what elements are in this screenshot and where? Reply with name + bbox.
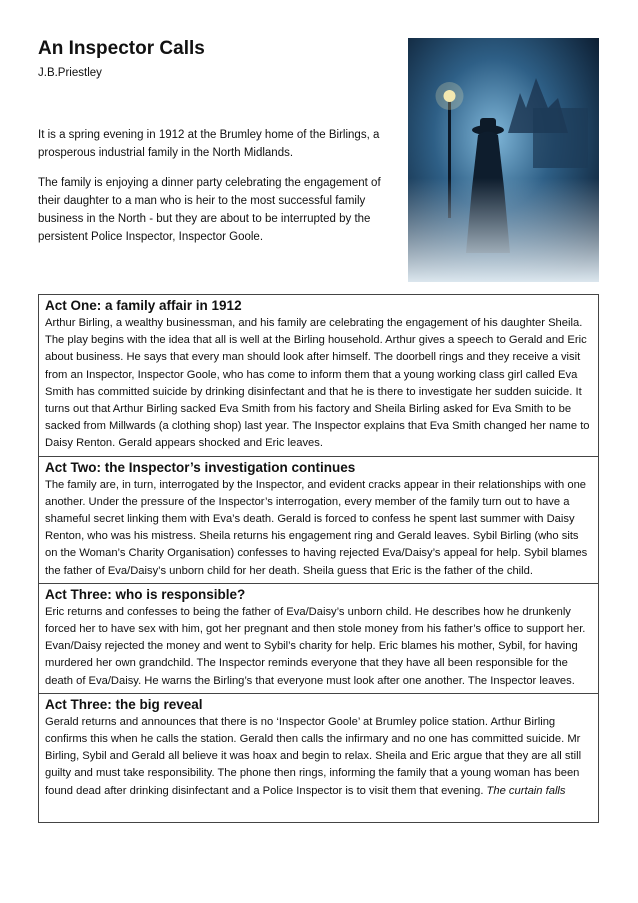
acts-table	[38, 294, 599, 823]
act-cell	[38, 457, 599, 584]
inspector-cover-image	[408, 38, 599, 282]
intro-section	[38, 126, 400, 258]
act-title: Act Three: who is responsible?	[45, 586, 246, 602]
act-summary: Eric returns and confesses to being the father of Eva/Daisy’s unborn child. He describes how he drunkenly forced her to have sex with him, got her pregnant and then stole money from his father’s office to support her. Evan/Daisy rejected the money and went to Sybil’s charity for help. Eric blames his mother, Sybil, for having murdered her own grandchild. The Inspector reminds everyone that they have all been responsible for the death of Eva/Daisy. He warns the Birling’s that everyone must look after one another. The Inspector leaves.	[45, 605, 586, 687]
act-summary: Arthur Birling, a wealthy businessman, and his family are celebrating the engagement of his daughter Sheila. The play begins with the idea that all is well at the Birling household. Arthur gives a speech to Gerald and Eric about business. He says that every man should look after himself. The doorbell rings and they receive a visit from an Inspector, Inspector Goole, who has come to inform them that a young working class girl called Eva Smith has committed suicide by drinking disinfectant and that he is there to investigate her sudden suicide. It turns out that Arthur Birling sacked Eva Smith from his factory and Sheila Birling asked for Eva Smith to be sacked from Millwards (a clothing shop) last year. The Inspector explains that Eva Smith changed her name to Daisy Renton. Gerald appears shocked and Eric leaves.	[45, 317, 590, 450]
act-cell	[38, 294, 599, 457]
act-title: Act One: a family affair in 1912	[45, 298, 242, 313]
intro-paragraph: It is a spring evening in 1912 at the Brumley home of the Birlings, a prosperous industrial family in the North Midlands.	[38, 129, 380, 159]
intro-paragraph: The family is enjoying a dinner party celebrating the engagement of their daughter to a man who is heir to the most successful family business in the North - but they are about to be interrupted by the persistent Police Inspector, Inspector Goole.	[38, 177, 381, 243]
curtain-line: The curtain falls	[486, 784, 566, 797]
act-cell	[38, 694, 599, 823]
act-cell	[38, 584, 599, 694]
act-summary: The family are, in turn, interrogated by the Inspector, and evident cracks appear in their relationships with one another. Under the pressure of the Inspector’s interrogation, every member of the family turn out to have a shameful secret linking them with Eva’s death. Gerald is forced to confess he spent last summer with Daisy Renton, who was his mistress. Sheila returns his engagement ring and Gerald leaves. Sybil Birling (who sits on the Woman’s Charity Organisation) confesses to having rejected Eva/Daisy’s appeal for help. Sybil blames the father of Eva/Daisy’s unborn child for her death. Sheila guess that Eric is the father of the child.	[45, 478, 588, 577]
act-summary	[45, 714, 592, 800]
author: J.B.Priestley	[38, 67, 102, 79]
page-title: An Inspector Calls	[38, 38, 205, 59]
act-title: Act Three: the big reveal	[45, 696, 203, 712]
act-title: Act Two: the Inspector’s investigation continues	[45, 459, 356, 475]
act-summary-text: Gerald returns and announces that there is no ‘Inspector Goole’ at Brumley police station. Arthur Birling confirms this when he calls the station. Gerald then calls the infirmary and no one has committed suicide. Mr Birling, Sybil and Gerald all believe it was hoax and begin to relax. Sheila and Eric argue that they are all still guilty and must take responsibility. The phone then rings, informing the family that a young woman has been found dead after drinking disinfectant and a Police Inspector is to visit them that evening.	[45, 715, 582, 797]
